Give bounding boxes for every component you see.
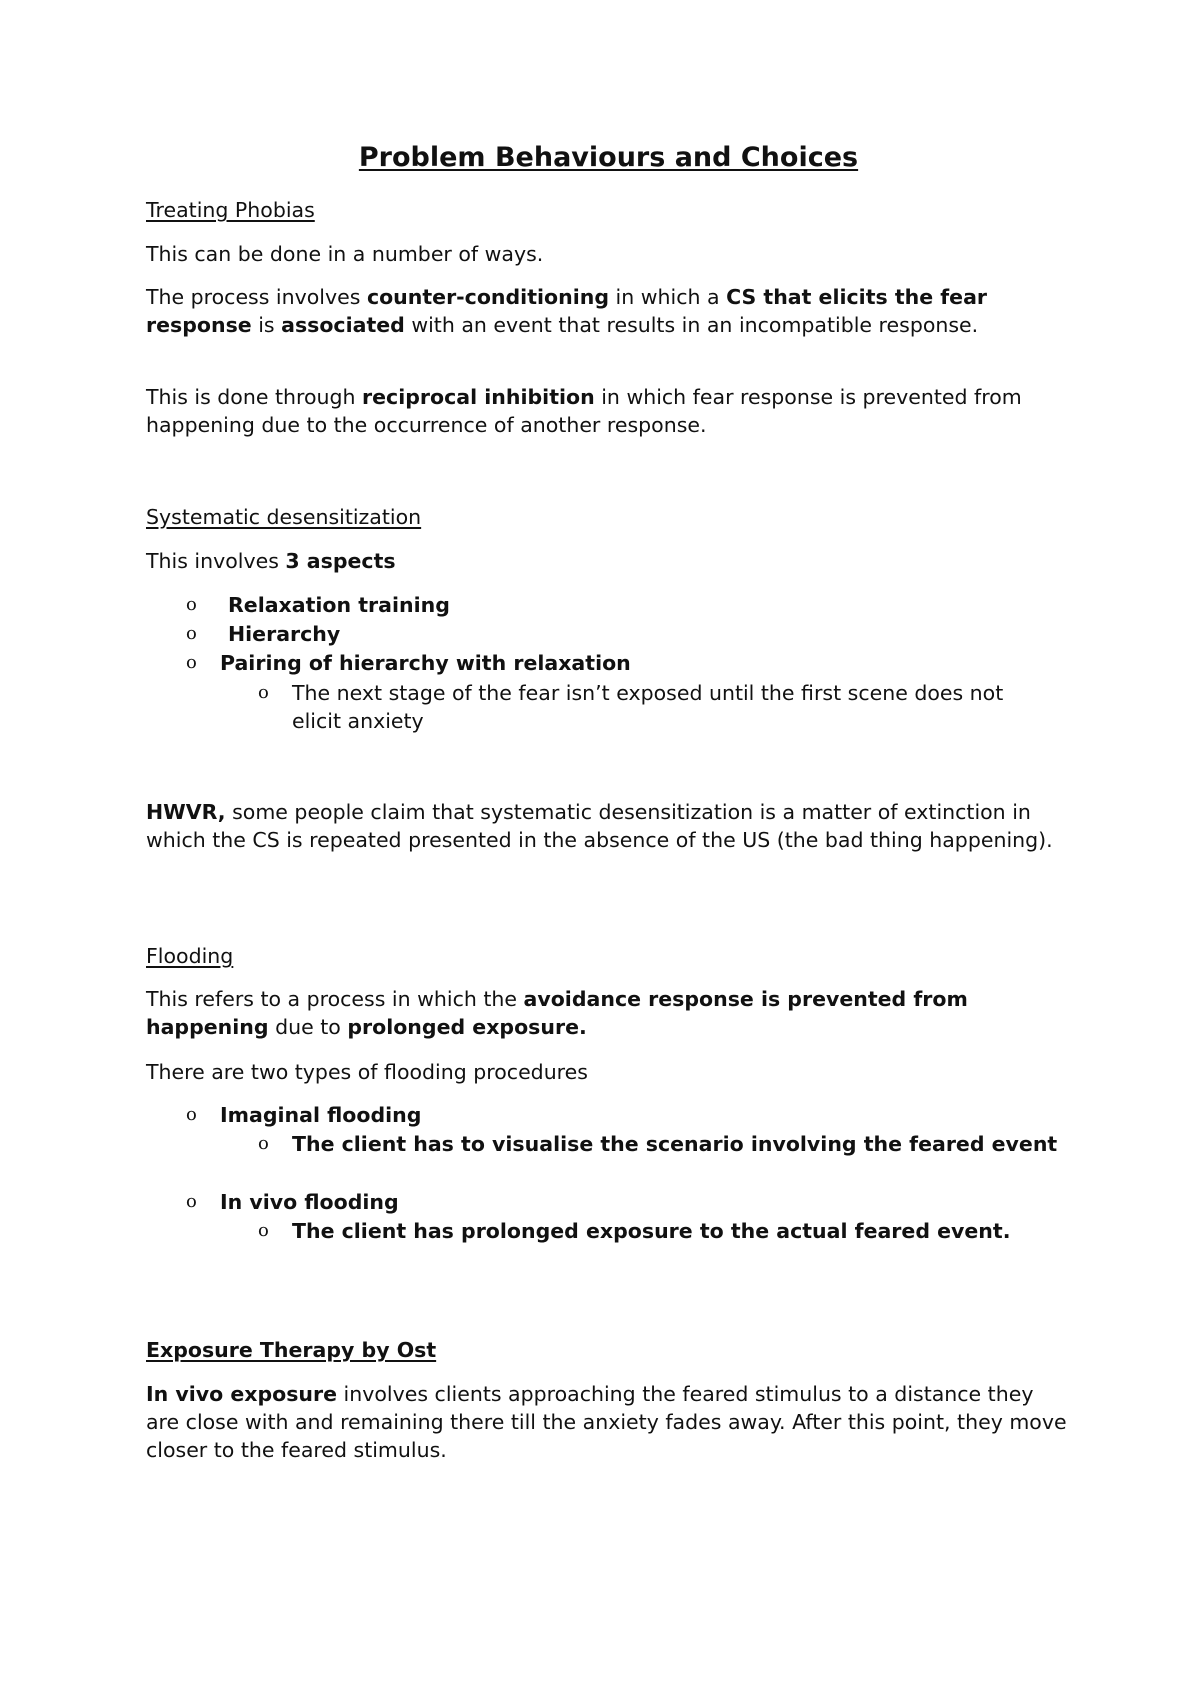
aspects-sublist xyxy=(146,679,1036,735)
bullet-icon: o xyxy=(186,594,197,615)
paragraph: This can be done in a number of ways. xyxy=(146,242,544,266)
section-heading-flooding: Flooding xyxy=(146,944,234,968)
list-item: o Pairing of hierarchy with relaxation xyxy=(186,651,631,675)
flooding-types-list xyxy=(146,1101,1071,1130)
aspects-list xyxy=(146,591,1071,678)
list-item: o The client has to visualise the scenario involving the feared event xyxy=(258,1132,1058,1156)
bullet-icon: o xyxy=(186,652,197,673)
paragraph: HWVR, some people claim that systematic desensitization is a matter of extinction in which the CS is repeated presented in the absence of the US (the bad thing happening). xyxy=(146,800,1053,852)
section-heading-systematic-desensitization: Systematic desensitization xyxy=(146,505,422,529)
list-item: o The next stage of the fear isn’t exposed until the first scene does not elicit anxiety xyxy=(258,681,1004,733)
page-title: Problem Behaviours and Choices xyxy=(358,142,859,173)
bullet-icon: o xyxy=(258,1133,269,1154)
list-item: o Relaxation training xyxy=(186,593,450,617)
paragraph: There are two types of flooding procedures xyxy=(146,1060,588,1084)
list-item: o The client has prolonged exposure to the actual feared event. xyxy=(258,1219,1011,1243)
bullet-icon: o xyxy=(186,1104,197,1125)
section-heading-exposure-therapy: Exposure Therapy by Ost xyxy=(146,1338,437,1362)
list-item: o Imaginal flooding xyxy=(186,1103,422,1127)
bullet-icon: o xyxy=(186,1191,197,1212)
bullet-icon: o xyxy=(186,623,197,644)
bullet-icon: o xyxy=(258,682,269,703)
paragraph: This refers to a process in which the avoidance response is prevented from happening due to prolonged exposure. xyxy=(146,987,968,1039)
bullet-icon: o xyxy=(258,1220,269,1241)
section-heading-treating-phobias: Treating Phobias xyxy=(146,198,315,222)
paragraph: This involves 3 aspects xyxy=(146,549,396,573)
paragraph: In vivo exposure involves clients approaching the feared stimulus to a distance they are close with and remaining there till the anxiety fades away. After this point, they move closer to the feared stimulus. xyxy=(146,1382,1067,1462)
paragraph: The process involves counter-conditioning in which a CS that elicits the fear response is associated with an event that results in an incompatible response. xyxy=(146,285,988,337)
list-item: o Hierarchy xyxy=(186,622,341,646)
list-item: o In vivo flooding xyxy=(186,1190,399,1214)
flooding-sublist xyxy=(146,1217,1026,1245)
flooding-types-list xyxy=(146,1188,1071,1217)
flooding-sublist xyxy=(146,1130,1071,1158)
paragraph: This is done through reciprocal inhibition in which fear response is prevented from happening due to the occurrence of another response. xyxy=(146,385,1022,437)
